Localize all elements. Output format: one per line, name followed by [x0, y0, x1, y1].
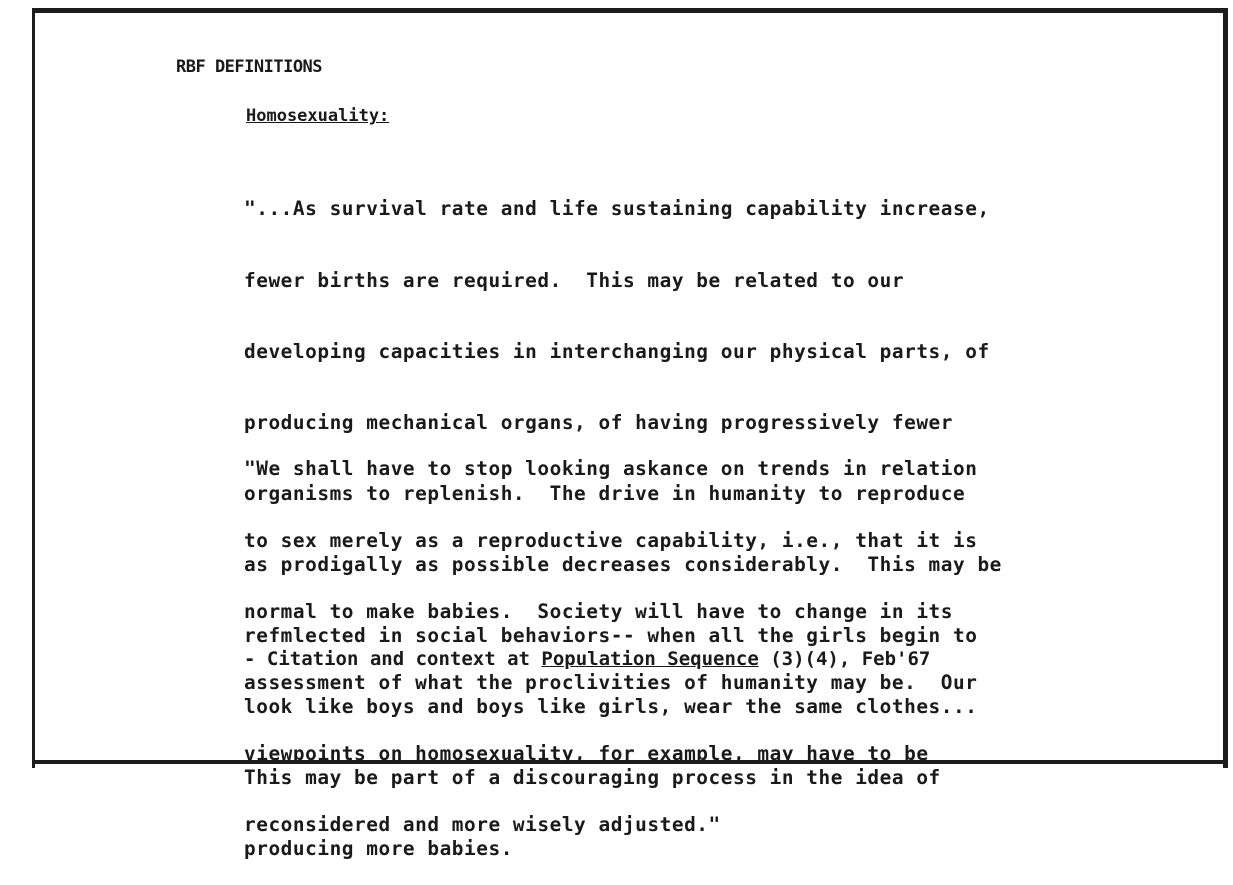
paragraph-line: viewpoints on homosexuality, for example, may have to be — [244, 741, 929, 765]
paragraph-line: developing capacities in interchanging our physical parts, of — [244, 339, 990, 363]
citation-line — [244, 648, 930, 670]
paragraph-line: producing mechanical organs, of having progressively fewer — [244, 410, 953, 434]
paragraph-line: normal to make babies. Society will have to change in its — [244, 599, 953, 623]
document-heading: RBF DEFINITIONS — [176, 57, 323, 77]
paragraph-line: reconsidered and more wisely adjusted." — [244, 812, 721, 836]
citation-suffix: (3)(4), Feb'67 — [758, 648, 931, 670]
paragraph-line: assessment of what the proclivities of humanity may be. Our — [244, 670, 978, 694]
quote-paragraph-2 — [244, 410, 977, 860]
paragraph-line: look like boys and boys like girls, wear the same clothes... — [244, 695, 978, 719]
population-sequence-link[interactable]: Population Sequence — [541, 648, 759, 670]
paragraph-line: producing more babies. — [244, 837, 513, 861]
paragraph-line: refmlected in social behaviors-- when all the girls begin to — [244, 624, 978, 648]
paragraph-line: as prodigally as possible decreases considerably. This may be — [244, 552, 1002, 576]
paragraph-line: This may be part of a discouraging process in the idea of — [244, 766, 941, 790]
paragraph-line: "We shall have to stop looking askance on trends in relation — [244, 457, 978, 481]
paragraph-line: "...As survival rate and life sustaining capability increase, — [244, 197, 990, 221]
paragraph-line: fewer births are required. This may be related to our — [244, 268, 905, 292]
paragraph-line: organisms to replenish. The drive in humanity to reproduce — [244, 481, 966, 505]
paragraph-line: to sex merely as a reproductive capability, i.e., that it is — [244, 528, 978, 552]
citation-prefix: - Citation and context at — [244, 648, 542, 670]
section-title: Homosexuality: — [246, 106, 390, 126]
